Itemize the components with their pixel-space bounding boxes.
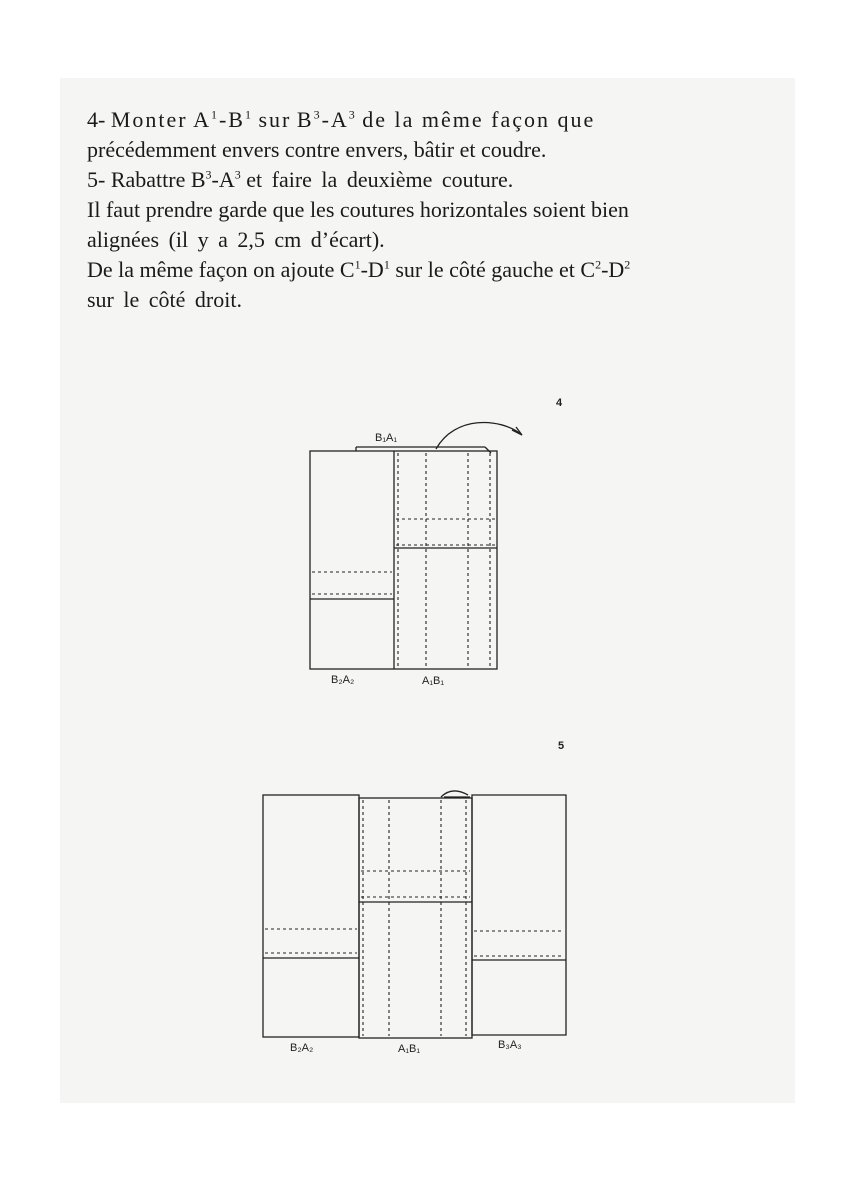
figure4-diagram bbox=[310, 422, 522, 669]
figure5-fold-curl bbox=[441, 791, 468, 797]
figure5-label-right: B₃A₃ bbox=[498, 1039, 522, 1051]
step4-line1: 4- Monter $A^1-B^1$ sur $B^3-A^3$ de la même façon que bbox=[87, 107, 596, 132]
figure5-center-panel bbox=[359, 798, 472, 1038]
sides-line2: sur le côté droit. bbox=[87, 287, 242, 312]
figure4-number: 4 bbox=[556, 397, 563, 409]
note-line2: alignées (il y a 2,5 cm d’écart). bbox=[87, 227, 385, 252]
figure5-label-left: B₂A₂ bbox=[290, 1042, 314, 1054]
figure5-right-panel bbox=[472, 795, 566, 1035]
step5-line: 5- Rabattre $B^3-A^3$ et faire la deuxième couture. bbox=[87, 167, 514, 192]
figure4-outline bbox=[310, 451, 497, 669]
step4-line2: précédemment envers contre envers, bâtir et coudre. bbox=[87, 137, 547, 162]
figure5-left-panel bbox=[263, 795, 359, 1037]
figure5-label-center: A₁B₁ bbox=[398, 1043, 421, 1055]
figure5-number: 5 bbox=[558, 740, 565, 752]
sides-line1: De la même façon on ajoute $C^1-D^1$ sur le côté gauche et $C^2-D^2$ bbox=[87, 257, 631, 282]
note-line1: Il faut prendre garde que les coutures horizontales soient bien bbox=[87, 197, 629, 222]
fold-arrow-curve bbox=[436, 422, 521, 449]
figure4-label-bottom-right: A₁B₁ bbox=[422, 675, 445, 687]
figure5-stitching bbox=[265, 800, 564, 1036]
figure4-stitching bbox=[312, 453, 495, 667]
figure4-label-top: B₁A₁ bbox=[375, 432, 398, 444]
figure4-label-bottom-left: B₂A₂ bbox=[331, 674, 355, 686]
figure5-diagram bbox=[263, 791, 566, 1038]
